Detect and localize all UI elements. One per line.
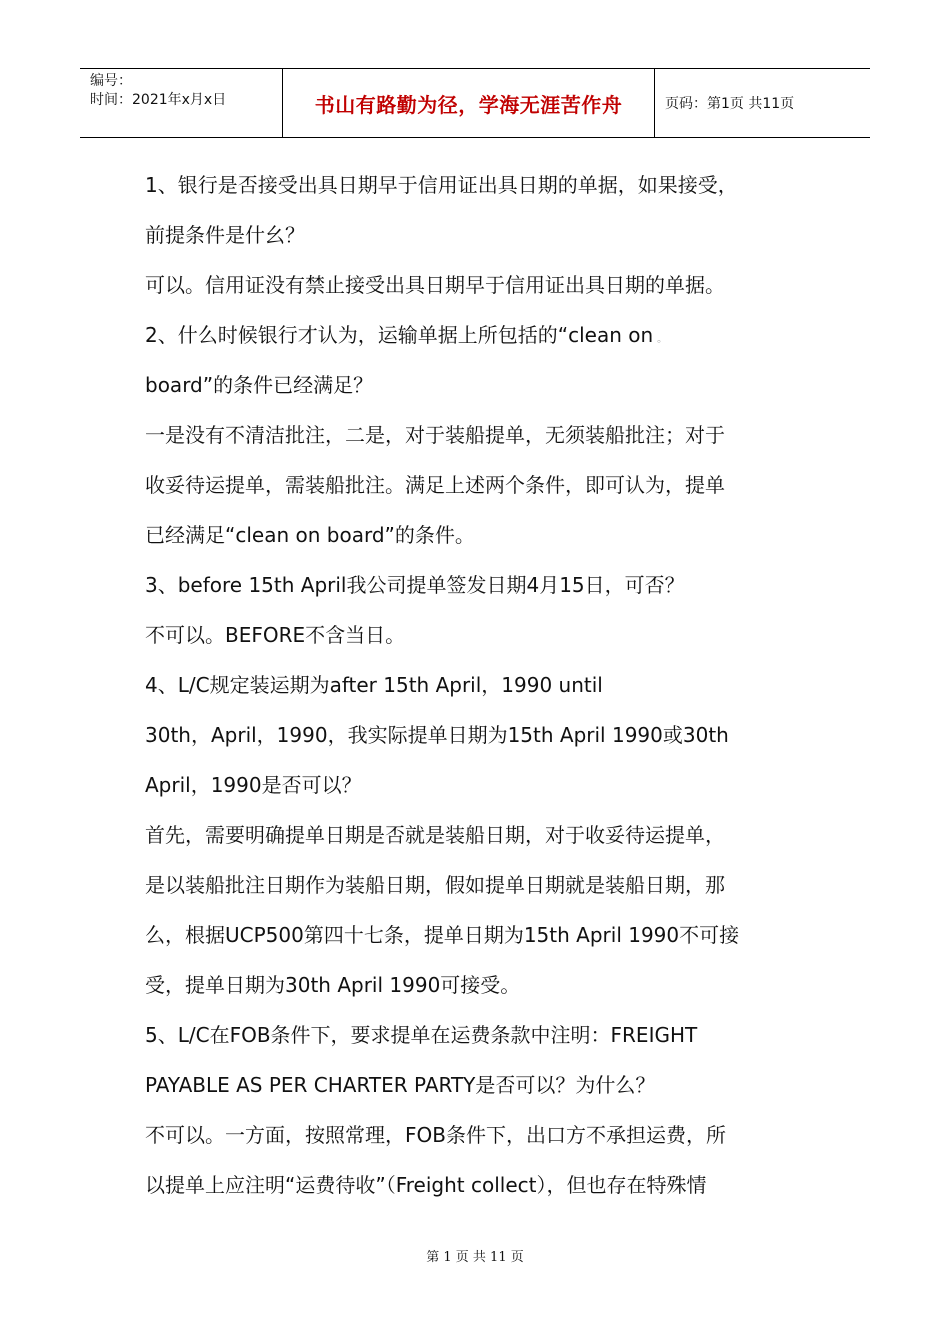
text-line: 受，提单日期为30th April 1990可接受。: [145, 973, 521, 997]
text-line: [145, 310, 825, 360]
header-page-info: [655, 69, 870, 137]
text-line: April，1990是否可以？: [145, 773, 362, 797]
text-line: 1、银行是否接受出具日期早于信用证出具日期的单据，如果接受，: [145, 173, 738, 197]
stray-mark: 。: [657, 334, 668, 345]
text-line: 首先，需要明确提单日期是否就是装船日期，对于收妥待运提单，: [145, 823, 725, 847]
time-label: 时间：2021年x月x日: [90, 92, 227, 108]
text-line-content: 2、什么时候银行才认为，运输单据上所包括的“clean on: [145, 323, 654, 347]
document-body: [145, 160, 825, 1210]
page-footer: 第 1 页 共 11 页: [426, 1250, 524, 1265]
text-line: 4、L/C规定装运期为after 15th April，1990 until: [145, 673, 603, 697]
text-line: 收妥待运提单，需装船批注。满足上述两个条件，即可认为，提单: [145, 473, 725, 497]
text-line: 5、L/C在FOB条件下，要求提单在运费条款中注明：FREIGHT: [145, 1023, 698, 1047]
text-line: 不可以。一方面，按照常理，FOB条件下，出口方不承担运费，所: [145, 1123, 726, 1147]
text-line: 一是没有不清洁批注，二是，对于装船提单，无须装船批注；对于: [145, 423, 725, 447]
text-line: 已经满足“clean on board”的条件。: [145, 523, 475, 547]
text-line: 么，根据UCP500第四十七条，提单日期为15th April 1990不可接: [145, 923, 740, 947]
text-line: 是以装船批注日期作为装船日期，假如提单日期就是装船日期，那: [145, 873, 725, 897]
text-line: 不可以。BEFORE不含当日。: [145, 623, 406, 647]
page-info-text: 页码：第1页 共11页: [665, 96, 795, 112]
header-meta: [80, 69, 282, 137]
text-line: 30th，April，1990，我实际提单日期为15th April 1990或30th: [145, 723, 729, 747]
motto-text: 书山有路勤为径，学海无涯苦作舟: [314, 92, 623, 117]
text-line: 3、before 15th April我公司提单签发日期4月15日，可否？: [145, 573, 685, 597]
text-line: 前提条件是什幺？: [145, 223, 305, 247]
number-label: 编号：: [90, 73, 132, 89]
header-motto-cell: [282, 69, 655, 137]
text-line: board”的条件已经满足？: [145, 373, 374, 397]
page-header: [80, 68, 870, 138]
text-line: 以提单上应注明“运费待收”（Freight collect），但也存在特殊情: [145, 1173, 707, 1197]
text-line: PAYABLE AS PER CHARTER PARTY是否可以？为什么？: [145, 1073, 656, 1097]
text-line: 可以。信用证没有禁止接受出具日期早于信用证出具日期的单据。: [145, 273, 725, 297]
